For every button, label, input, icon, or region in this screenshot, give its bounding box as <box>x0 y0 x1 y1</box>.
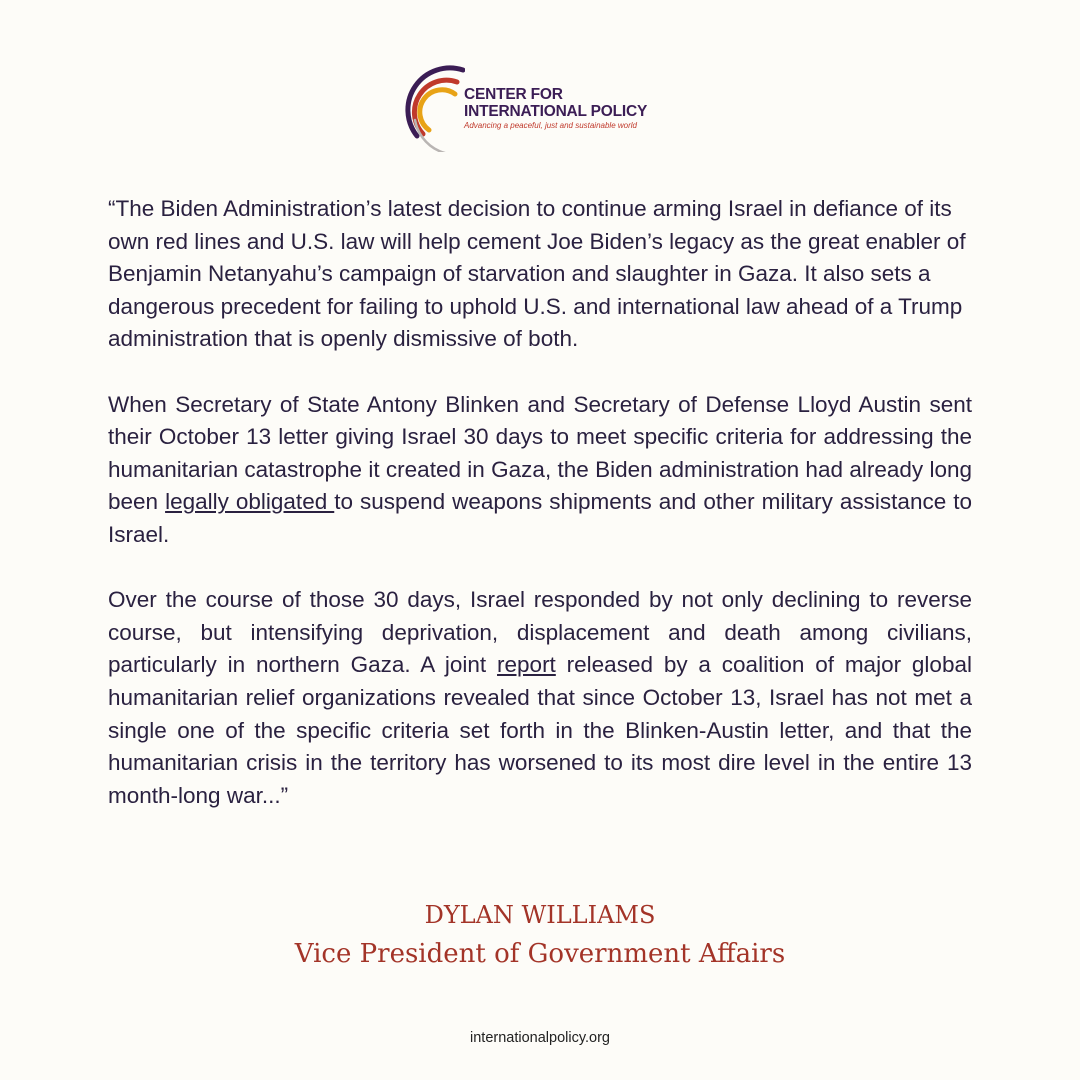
quote-body <box>108 193 972 845</box>
attribution <box>0 897 1080 975</box>
quote-paragraph-1: “The Biden Administration’s latest decision to continue arming Israel in defiance of its own red lines and U.S. law will help cement Joe Biden’s legacy as the great enabler of Benjamin Netanyahu’s campaign of starvation and slaughter in Gaza. It also sets a dangerous precedent for failing to uphold U.S. and international law ahead of a Trump administration that is openly dismissive of both. <box>108 196 966 352</box>
logo-text <box>464 86 647 131</box>
footer-url: internationalpolicy.org <box>470 1030 610 1046</box>
quote-paragraph-3 <box>108 584 972 812</box>
legally-obligated-link[interactable]: legally obligated <box>165 489 335 515</box>
paragraph-2-text-after: to suspend weapons shipments and other military assistance to Israel. <box>108 489 973 547</box>
speaker-name: DYLAN WILLIAMS <box>424 901 656 929</box>
logo-line2: INTERNATIONAL POLICY <box>464 103 648 120</box>
paragraph-3-text-after: released by a coalition of major global humanitarian relief organizations revealed that since October 13, Israel has not met a single one of the specific criteria set forth in the Blinken-Austin letter, and that the humanitarian crisis in the territory has worsened to its most dire level in the entire 13 month-long war...” <box>108 652 972 808</box>
paragraph-3-text-before: Over the course of those 30 days, Israel responded by not only declining to reverse course, but intensifying deprivation, displacement and death among civilians, particularly in northern Gaza. A joint <box>108 587 972 678</box>
speaker-title: Vice President of Government Affairs <box>294 939 786 969</box>
logo-arcs-icon <box>405 64 465 152</box>
paragraph-2-text-before: When Secretary of State Antony Blinken and Secretary of Defense Lloyd Austin sent their October 13 letter giving Israel 30 days to meet specific criteria for addressing the humanitarian catastrophe it created in Gaza, the Biden administration had already long been <box>108 391 972 515</box>
quote-paragraph-2 <box>108 389 972 552</box>
logo <box>405 64 675 152</box>
logo-tagline: Advancing a peaceful, just and sustainable world <box>464 121 637 130</box>
logo-line1: CENTER FOR <box>464 86 563 103</box>
report-link[interactable]: report <box>497 652 556 678</box>
